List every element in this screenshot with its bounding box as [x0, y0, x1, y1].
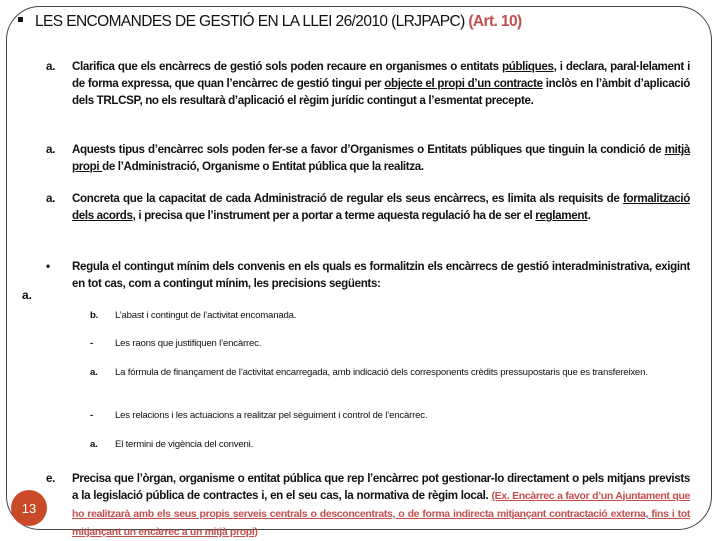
item-text: Regula el contingut mínim dels convenis en els quals es formalitzin els encàrrecs de gestió interadministrativa, exigint en tot cas, com a contingut mínim, les precisions següents:	[72, 260, 690, 290]
sub-item-text: Les raons que justifiquen l’encàrrec.	[115, 338, 262, 349]
sub-item-text: El termini de vigència del conveni.	[115, 439, 254, 450]
sub-item-label: -	[90, 338, 93, 349]
sub-item-label: a.	[90, 367, 98, 378]
item-text: Aquests tipus d’encàrrec sols poden fer-se a favor d’Organismes o Entitats públiques que tinguin la condició de mitjà propi de l’Administració, Organisme o Entitat pública que la realitza.	[72, 143, 690, 173]
sub-item-text: L’abast i contingut de l’activitat encomanada.	[115, 310, 297, 321]
item-label: a.	[46, 192, 55, 205]
sub-item-text: La fórmula de finançament de l’activitat encarregada, amb indicació dels corresponents crèdits pressupostaris que es transfereixen.	[115, 367, 648, 378]
item-text: Precisa que l’òrgan, organisme o entitat pública que rep l’encàrrec pot gestionar-lo directament o pels mitjans prevists a la legislació pública de contractes i, en el seu cas, la normativa de règim local. (Ex. Encàrrec a favor d’un Ajuntament que ho realitzarà amb els seus propis serveis centrals o desconcentrats, o de forma indirecta mitjançant contractació externa, fins i tot mitjançant un encàrrec a un mitjà propi)	[72, 472, 690, 538]
sub-item-label: b.	[90, 310, 99, 321]
item-text: Clarifica que els encàrrecs de gestió sols poden recaure en organismes o entitats públiques, i declara, paral·lelament i de forma expressa, que quan l’encàrrec de gestió tingui per objecte el propi d’un contracte inclòs en l’àmbit d’aplicació dels TRLCSP, no els resultarà d’aplicació el règim jurídic contingut a l’esmentat precepte.	[72, 60, 691, 107]
example-note: (Ex. Encàrrec a favor d’un Ajuntament que ho realitzarà amb els seus propis serveis centrals o desconcentrats, o de forma indirecta mitjançant contractació externa, fins i tot mitjançant un encàrrec a un mitjà propi)	[72, 490, 690, 538]
sub-item-label: -	[90, 410, 93, 421]
underlined-term: reglament	[535, 209, 588, 222]
underlined-term: objecte el propi d’un contracte	[384, 77, 543, 90]
sub-item-text: Les relacions i les actuacions a realitzar pel seguiment i control de l’encàrrec.	[115, 410, 428, 421]
sub-item-label: a.	[90, 439, 98, 450]
square-bullet-icon	[18, 17, 23, 22]
article-reference: (Art. 10)	[468, 13, 522, 30]
underlined-term: mitjà propi	[72, 143, 690, 173]
stray-label: a.	[22, 288, 33, 302]
item-label: a.	[46, 143, 55, 156]
item-label: a.	[46, 60, 55, 73]
title-text: LES ENCOMANDES DE GESTIÓ EN LA LLEI 26/2010 (LRJPAPC)	[35, 13, 465, 30]
item-text: Concreta que la capacitat de cada Administració de regular els seus encàrrecs, es limita als requisits de formalització dels acords, i precisa que l’instrument per a portar a terme aquesta regulació ha de ser el reglament.	[72, 192, 690, 222]
underlined-term: públiques	[501, 60, 554, 73]
slide-title	[18, 13, 522, 31]
bullet-icon: •	[46, 260, 50, 273]
item-label: e.	[46, 472, 55, 485]
page-number-badge: 13	[11, 490, 47, 526]
underlined-term: formalització dels acords	[72, 192, 690, 222]
